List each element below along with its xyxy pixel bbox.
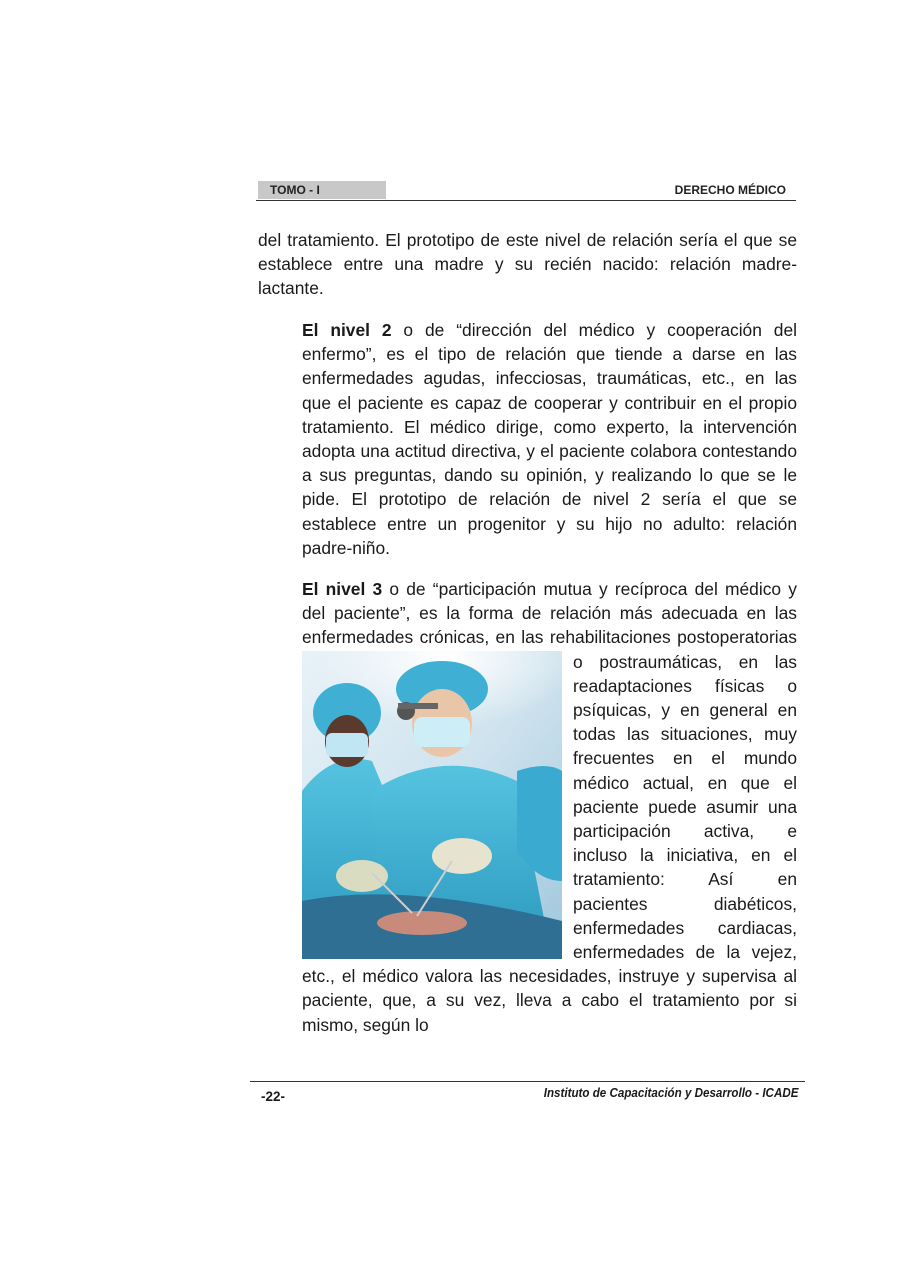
paragraph-nivel-3 bbox=[302, 577, 797, 1037]
paragraph-nivel-2 bbox=[302, 318, 797, 560]
paragraph-continuation: del tratamiento. El prototipo de este nivel de relación sería el que se establece entre una madre y su recién nacido: relación madre-lactante. bbox=[258, 230, 797, 299]
nivel-2-text: o de “dirección del médico y cooperación del enfermo”, es el tipo de relación que tiende a darse en las enfermedades agudas, infecciosas, traumáticas, etc., en las que el paciente es capaz de cooperar y contribuir en el propio tratamiento. El médico dirige, como experto, la intervención adopta una actitud directiva, y el paciente colabora contestando a sus preguntas, dando su opinión, y realizando lo que se le pide. El prototipo de relación de nivel 2 sería el que se establece entre un progenitor y su hijo no adulto: relación padre-niño. bbox=[302, 320, 797, 558]
institution-name: Instituto de Capacitación y Desarrollo - ICADE bbox=[543, 1085, 798, 1100]
nivel-2-heading: El nivel 2 bbox=[302, 320, 392, 340]
page-header bbox=[256, 181, 796, 201]
page-footer bbox=[250, 1081, 805, 1110]
surgery-photo bbox=[302, 651, 562, 959]
nivel-3-text-continuation: postoperatorias o postraumáticas, en las readaptaciones físicas o psíquicas, y en general en todas las situaciones, muy frecuentes en el mundo médico actual, en que el paciente puede asumir una participación activa, e incluso la iniciativa, en el tratamiento: Así en pacientes diabéticos, enfermedades cardiacas, enfermedades de la vejez, etc., el médico valora las necesidades, instruye y supervisa al paciente, que, a su vez, lleva a cabo el tratamiento por si mismo, según lo bbox=[302, 627, 797, 1035]
page-number: -22- bbox=[261, 1089, 286, 1104]
book-title: DERECHO MÉDICO bbox=[674, 183, 786, 197]
nivel-3-heading: El nivel 3 bbox=[302, 579, 383, 599]
volume-label: TOMO - I bbox=[258, 181, 386, 199]
nivel-3-text-intro: o de “participación mutua y recíproca del médico y del paciente”, es la forma de relación más adecuada en las enfermedades crónicas, en las rehabilitaciones bbox=[302, 579, 797, 648]
